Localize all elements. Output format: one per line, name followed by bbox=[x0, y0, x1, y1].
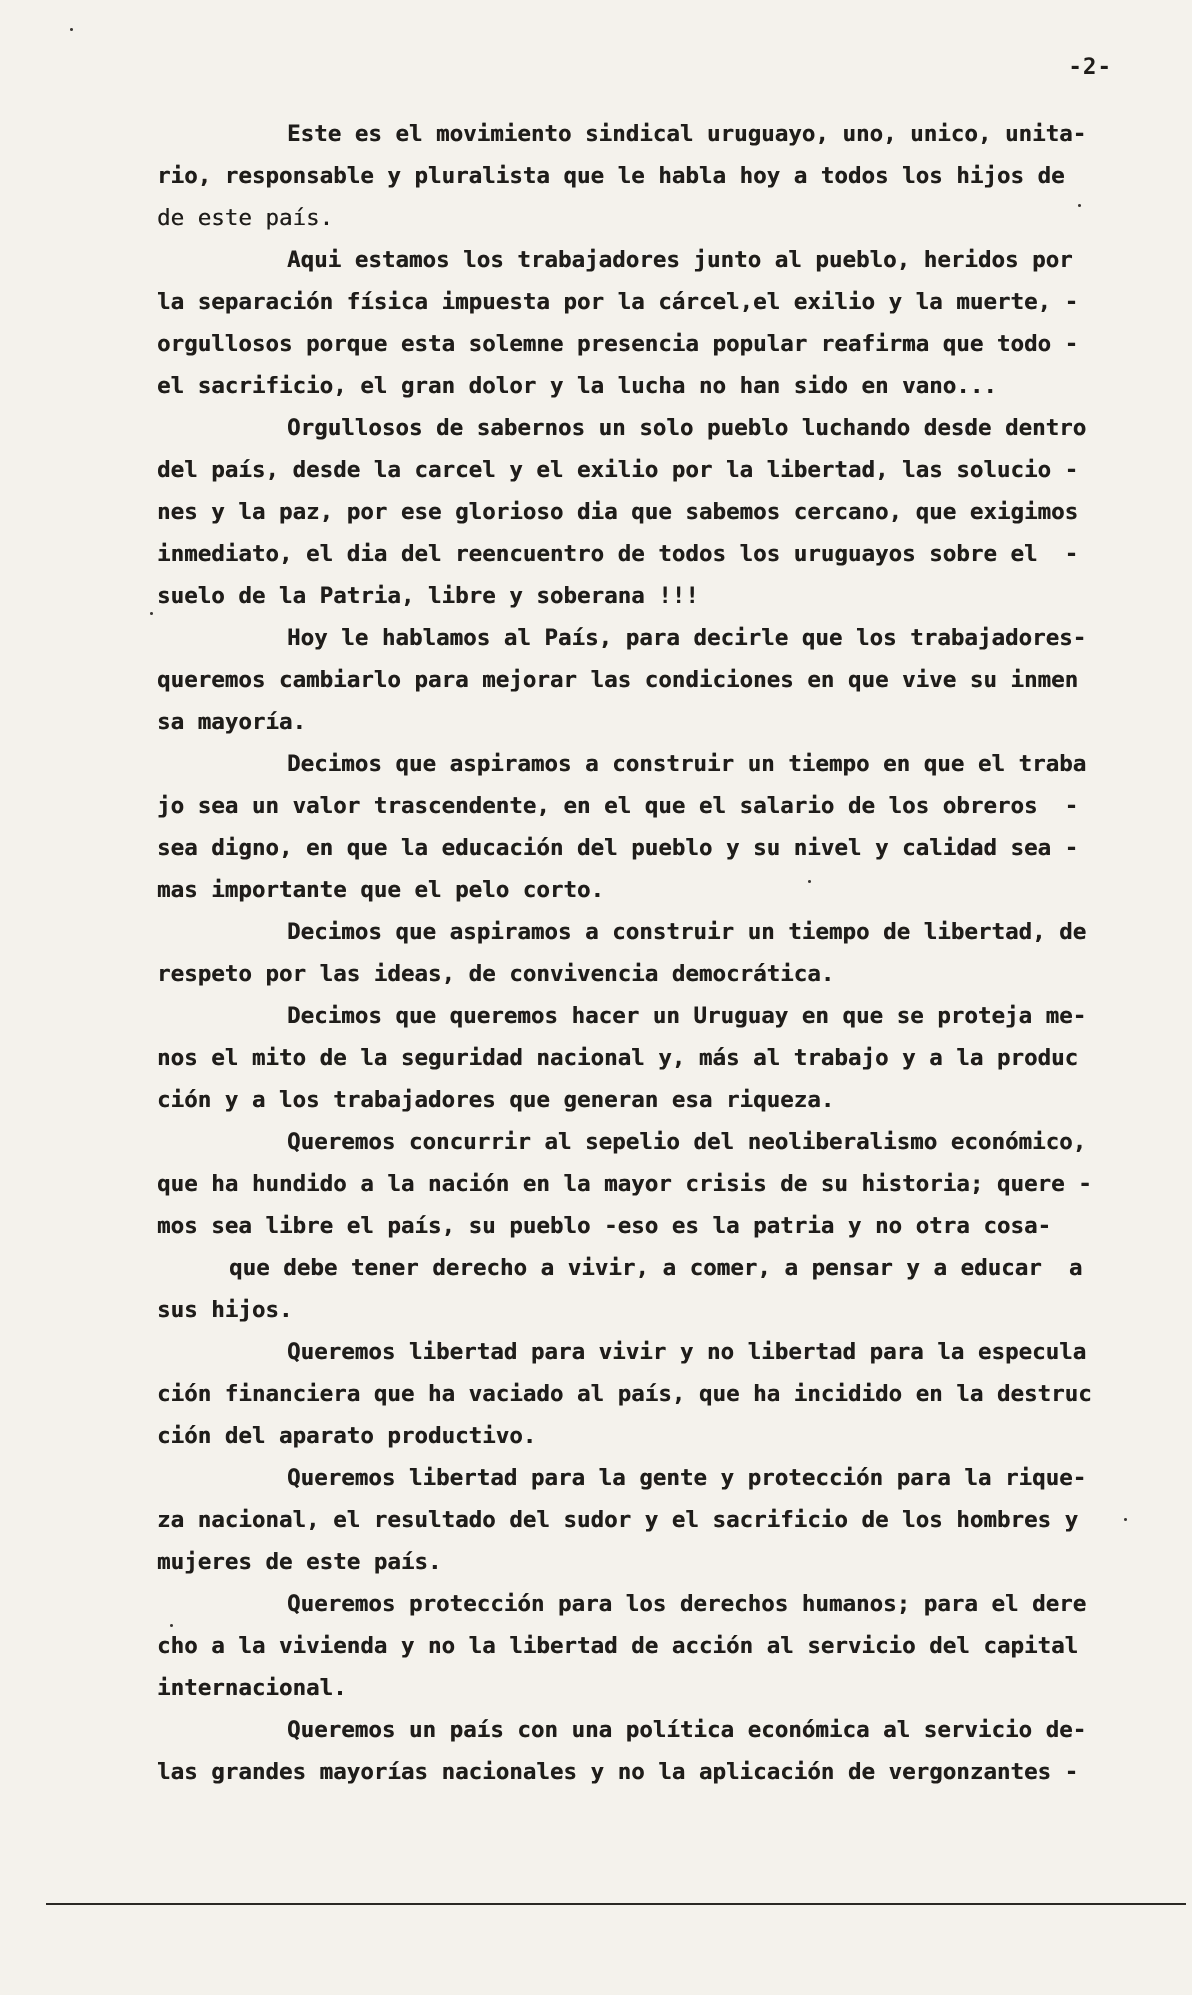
ink-speck bbox=[70, 28, 73, 31]
text-line: el sacrificio, el gran dolor y la lucha no han sido en vano... bbox=[157, 373, 997, 399]
text-line: Este es el movimiento sindical uruguayo, uno, unico, unita- bbox=[287, 121, 1087, 147]
text-line: Aqui estamos los trabajadores junto al pueblo, heridos por bbox=[287, 247, 1073, 273]
ink-speck bbox=[808, 880, 811, 883]
text-line: Queremos protección para los derechos humanos; para el dere bbox=[287, 1591, 1087, 1617]
document-body bbox=[157, 113, 1139, 1793]
text-line: internacional. bbox=[157, 1675, 347, 1701]
text-line: sea digno, en que la educación del pueblo y su nivel y calidad sea - bbox=[157, 835, 1079, 861]
text-line: nos el mito de la seguridad nacional y, más al trabajo y a la produc bbox=[157, 1045, 1079, 1071]
page-number: -2- bbox=[1068, 54, 1112, 80]
text-line: respeto por las ideas, de convivencia democrática. bbox=[157, 961, 835, 987]
text-line: de este país. bbox=[157, 205, 334, 231]
text-line: Queremos libertad para la gente y protección para la rique- bbox=[287, 1465, 1087, 1491]
ink-speck bbox=[170, 1624, 173, 1627]
text-line: Hoy le hablamos al País, para decirle que los trabajadores- bbox=[287, 625, 1087, 651]
text-line: Queremos concurrir al sepelio del neoliberalismo económico, bbox=[287, 1129, 1087, 1155]
text-line: mos sea libre el país, su pueblo -eso es la patria y no otra cosa- bbox=[157, 1213, 1052, 1239]
text-line: sa mayoría. bbox=[157, 709, 307, 735]
ink-speck bbox=[150, 612, 153, 615]
text-line: cho a la vivienda y no la libertad de acción al servicio del capital bbox=[157, 1633, 1079, 1659]
ink-speck bbox=[1078, 204, 1081, 207]
text-line: queremos cambiarlo para mejorar las condiciones en que vive su inmen bbox=[157, 667, 1079, 693]
text-line: que debe tener derecho a vivir, a comer, a pensar y a educar a bbox=[229, 1255, 1083, 1281]
text-line: ción financiera que ha vaciado al país, que ha incidido en la destruc bbox=[157, 1381, 1092, 1407]
text-line: orgullosos porque esta solemne presencia popular reafirma que todo - bbox=[157, 331, 1079, 357]
text-line: mujeres de este país. bbox=[157, 1549, 442, 1575]
text-line: ción del aparato productivo. bbox=[157, 1423, 537, 1449]
ink-speck bbox=[1124, 1518, 1127, 1521]
bottom-rule bbox=[46, 1903, 1186, 1905]
text-line: ción y a los trabajadores que generan esa riqueza. bbox=[157, 1087, 835, 1113]
text-line: suelo de la Patria, libre y soberana !!! bbox=[157, 583, 699, 609]
text-line: jo sea un valor trascendente, en el que el salario de los obreros - bbox=[157, 793, 1079, 819]
text-line: Orgullosos de sabernos un solo pueblo luchando desde dentro bbox=[287, 415, 1087, 441]
text-line: Decimos que aspiramos a construir un tiempo en que el traba bbox=[287, 751, 1087, 777]
text-line: mas importante que el pelo corto. bbox=[157, 877, 605, 903]
text-line: Decimos que queremos hacer un Uruguay en que se proteja me- bbox=[287, 1003, 1087, 1029]
text-line: sus hijos. bbox=[157, 1297, 293, 1323]
text-line: rio, responsable y pluralista que le habla hoy a todos los hijos de bbox=[157, 163, 1065, 189]
text-line: Queremos libertad para vivir y no libertad para la especula bbox=[287, 1339, 1087, 1365]
text-line: inmediato, el dia del reencuentro de todos los uruguayos sobre el - bbox=[157, 541, 1079, 567]
text-line: que ha hundido a la nación en la mayor crisis de su historia; quere - bbox=[157, 1171, 1092, 1197]
text-line: nes y la paz, por ese glorioso dia que sabemos cercano, que exigimos bbox=[157, 499, 1079, 525]
text-line: Queremos un país con una política económica al servicio de- bbox=[287, 1717, 1087, 1743]
text-line: Decimos que aspiramos a construir un tiempo de libertad, de bbox=[287, 919, 1087, 945]
text-line: del país, desde la carcel y el exilio por la libertad, las solucio - bbox=[157, 457, 1079, 483]
text-line: las grandes mayorías nacionales y no la aplicación de vergonzantes - bbox=[157, 1759, 1079, 1785]
text-line: la separación física impuesta por la cárcel,el exilio y la muerte, - bbox=[157, 289, 1079, 315]
text-line: za nacional, el resultado del sudor y el sacrificio de los hombres y bbox=[157, 1507, 1079, 1533]
